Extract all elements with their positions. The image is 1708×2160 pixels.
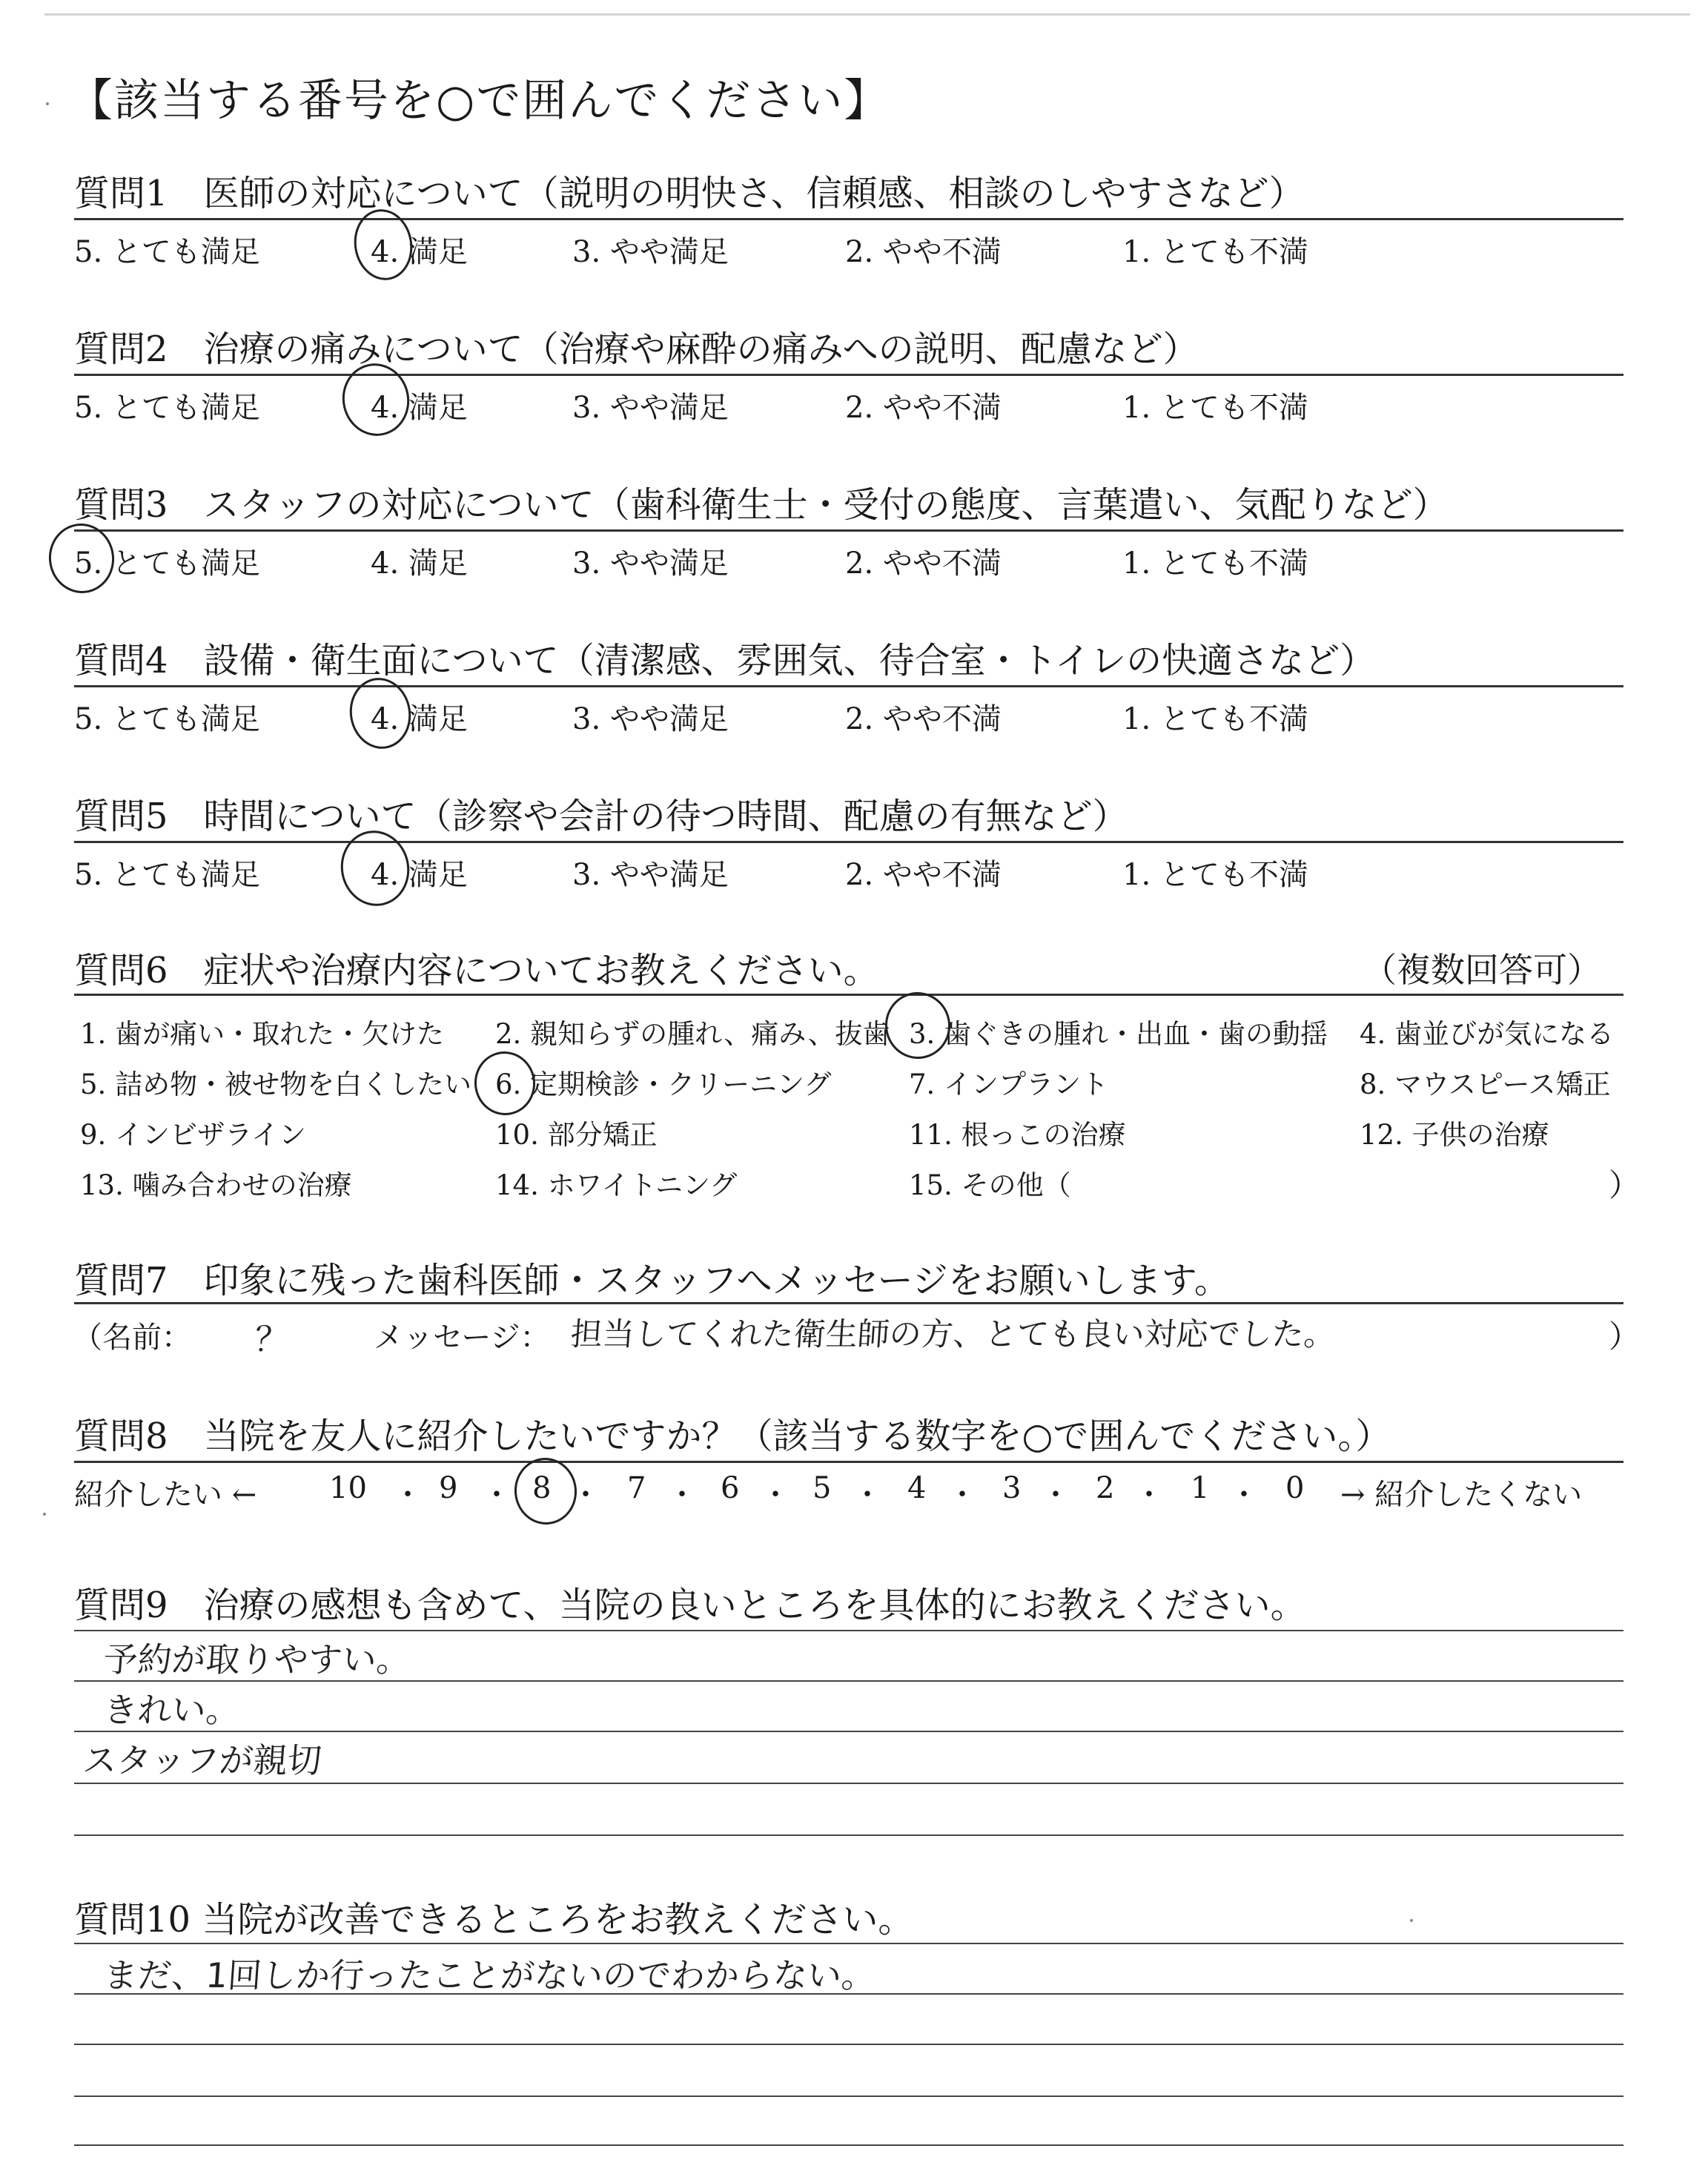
q8-scale-1[interactable]: 1 [1191, 1471, 1210, 1505]
q10-write-line [74, 2144, 1623, 2146]
q1-option-3[interactable]: 3. やや満足 [572, 235, 729, 269]
q3-option-3[interactable]: 3. やや満足 [572, 546, 729, 581]
q9-answer-line-1[interactable]: 予約が取りやすい。 [102, 1639, 412, 1680]
q1-answer-circle [348, 205, 417, 285]
q8-separator: ・ [571, 1478, 600, 1512]
question-2-rule [74, 374, 1623, 376]
q4-option-2[interactable]: 2. やや不満 [845, 702, 1002, 736]
q6-option-3[interactable]: 3. 歯ぐきの腫れ・出血・歯の動揺 [909, 1018, 1328, 1050]
q8-scale-7[interactable]: 7 [627, 1471, 646, 1505]
scan-speck [43, 1513, 46, 1516]
q8-separator: ・ [947, 1478, 977, 1512]
q4-option-1[interactable]: 1. とても不満 [1122, 702, 1308, 736]
scan-speck [1410, 1919, 1413, 1922]
question-7-title: 質問7 印象に残った歯科医師・スタッフへメッセージをお願いします。 [74, 1260, 1230, 1301]
q8-scale-0[interactable]: 0 [1285, 1471, 1305, 1505]
q5-option-5[interactable]: 5. とても満足 [74, 858, 260, 892]
q10-write-line [74, 2044, 1623, 2045]
q7-name-value[interactable]: ？ [253, 1319, 291, 1359]
q2-option-1[interactable]: 1. とても不満 [1122, 391, 1308, 425]
q6-option-5[interactable]: 5. 詰め物・被せ物を白くしたい [80, 1069, 472, 1100]
question-8-rule [74, 1461, 1623, 1463]
q8-scale-10[interactable]: 10 [329, 1471, 367, 1505]
q6-option-11[interactable]: 11. 根っこの治療 [909, 1119, 1126, 1151]
q6-other-close-paren: ） [1609, 1167, 1641, 1203]
q3-option-4[interactable]: 4. 満足 [371, 546, 468, 581]
q4-option-3[interactable]: 3. やや満足 [572, 702, 729, 736]
q8-separator: ・ [1134, 1478, 1164, 1512]
q6-option-12[interactable]: 12. 子供の治療 [1360, 1119, 1549, 1151]
q3-option-2[interactable]: 2. やや不満 [845, 546, 1002, 581]
question-6-title: 質問6 症状や治療内容についてお教えください。 [74, 950, 879, 991]
q6-answer-circle-3 [880, 987, 956, 1064]
q8-separator: ・ [393, 1478, 423, 1512]
q8-answer-circle [512, 1455, 580, 1527]
question-7-rule [74, 1302, 1623, 1304]
q5-option-3[interactable]: 3. やや満足 [572, 858, 729, 892]
q7-name-label: （名前： [73, 1321, 191, 1355]
q8-scale-3[interactable]: 3 [1002, 1471, 1022, 1505]
q6-option-1[interactable]: 1. 歯が痛い・取れた・欠けた [80, 1018, 445, 1050]
scan-speck [46, 102, 49, 105]
q6-option-4[interactable]: 4. 歯並びが気になる [1360, 1018, 1615, 1050]
q6-option-7[interactable]: 7. インプラント [909, 1069, 1109, 1100]
q8-separator: ・ [482, 1478, 512, 1512]
question-4-rule [74, 685, 1623, 687]
q8-left-label: 紹介したい ← [74, 1478, 257, 1512]
q5-option-1[interactable]: 1. とても不満 [1122, 858, 1308, 892]
scan-edge-line [44, 13, 1690, 16]
question-1-title: 質問1 医師の対応について（説明の明快さ、信頼感、相談のしやすさなど） [74, 173, 1305, 214]
q8-scale-6[interactable]: 6 [721, 1471, 740, 1505]
q10-write-line [74, 1943, 1623, 1944]
q8-scale-2[interactable]: 2 [1096, 1471, 1115, 1505]
q8-separator: ・ [1229, 1478, 1259, 1512]
q6-option-9[interactable]: 9. インビザライン [80, 1119, 306, 1151]
q3-option-1[interactable]: 1. とても不満 [1122, 546, 1308, 581]
q2-option-2[interactable]: 2. やや不満 [845, 391, 1002, 425]
question-3-rule [74, 529, 1623, 532]
q8-separator: ・ [853, 1478, 882, 1512]
q2-option-4[interactable]: 4. 満足 [371, 391, 468, 425]
multiple-answers-note: （複数回答可） [1363, 950, 1601, 990]
q5-option-4[interactable]: 4. 満足 [371, 858, 468, 892]
q6-option-14[interactable]: 14. ホワイトニング [495, 1169, 738, 1201]
q8-scale-8[interactable]: 8 [532, 1471, 552, 1505]
q2-option-3[interactable]: 3. やや満足 [572, 391, 729, 425]
question-4-title: 質問4 設備・衛生面について（清潔感、雰囲気、待合室・トイレの快適さなど） [74, 640, 1376, 681]
question-9-title: 質問9 治療の感想も含めて、当院の良いところを具体的にお教えください。 [74, 1585, 1306, 1626]
q6-option-6[interactable]: 6. 定期検診・クリーニング [495, 1069, 832, 1100]
question-5-rule [74, 841, 1623, 843]
question-5-title: 質問5 時間について（診察や会計の待つ時間、配慮の有無など） [74, 796, 1128, 837]
q8-separator: ・ [667, 1478, 697, 1512]
q6-option-2[interactable]: 2. 親知らずの腫れ、痛み、抜歯 [495, 1018, 890, 1050]
question-8-title: 質問8 当院を友人に紹介したいですか？（該当する数字を○で囲んでください。） [74, 1416, 1391, 1457]
q4-option-5[interactable]: 5. とても満足 [74, 702, 260, 736]
q6-option-13[interactable]: 13. 噛み合わせの治療 [80, 1169, 352, 1201]
q9-write-line [74, 1731, 1623, 1732]
q8-separator: ・ [1041, 1478, 1070, 1512]
q1-option-5[interactable]: 5. とても満足 [74, 235, 260, 269]
q7-close-paren: ） [1609, 1318, 1641, 1355]
q10-answer-line-1[interactable]: まだ、1回しか行ったことがないのでわからない。 [102, 1955, 877, 1995]
q9-write-line [74, 1783, 1623, 1784]
q1-option-1[interactable]: 1. とても不満 [1122, 235, 1308, 269]
q6-option-10[interactable]: 10. 部分矯正 [495, 1119, 658, 1151]
question-1-rule [74, 218, 1623, 220]
q9-write-line [74, 1834, 1623, 1836]
q8-right-label: → 紹介したくない [1340, 1478, 1583, 1512]
q8-scale-4[interactable]: 4 [907, 1471, 927, 1505]
q6-answer-circle-6 [470, 1048, 539, 1120]
q6-option-15-other[interactable]: 15. その他（ [909, 1169, 1071, 1201]
q8-scale-5[interactable]: 5 [812, 1471, 832, 1505]
q9-answer-line-2[interactable]: きれい。 [102, 1690, 242, 1730]
page-title: 【該当する番号を○で囲んでください】 [68, 75, 890, 127]
question-6-rule [74, 994, 1623, 996]
q3-option-5[interactable]: 5. とても満足 [74, 546, 260, 581]
q1-option-2[interactable]: 2. やや不満 [845, 235, 1002, 269]
q2-option-5[interactable]: 5. とても満足 [74, 391, 260, 425]
q7-message-value[interactable]: 担当してくれた衛生師の方、とても良い対応でした。 [569, 1316, 1337, 1353]
q9-answer-line-3[interactable]: スタッフが親切 [81, 1740, 323, 1780]
question-3-title: 質問3 スタッフの対応について（歯科衛生士・受付の態度、言葉遣い、気配りなど） [74, 484, 1449, 526]
q7-message-label: メッセージ： [374, 1321, 550, 1355]
question-10-title: 質問10 当院が改善できるところをお教えください。 [74, 1899, 914, 1941]
q5-option-2[interactable]: 2. やや不満 [845, 858, 1002, 892]
q8-scale-9[interactable]: 9 [439, 1471, 458, 1505]
q1-option-4[interactable]: 4. 満足 [371, 235, 468, 269]
q4-option-4[interactable]: 4. 満足 [371, 702, 468, 736]
q8-separator: ・ [761, 1478, 790, 1512]
q9-write-line [74, 1630, 1623, 1631]
q6-option-8[interactable]: 8. マウスピース矯正 [1360, 1069, 1611, 1100]
question-2-title: 質問2 治療の痛みについて（治療や麻酔の痛みへの説明、配慮など） [74, 328, 1199, 370]
q10-write-line [74, 2095, 1623, 2097]
